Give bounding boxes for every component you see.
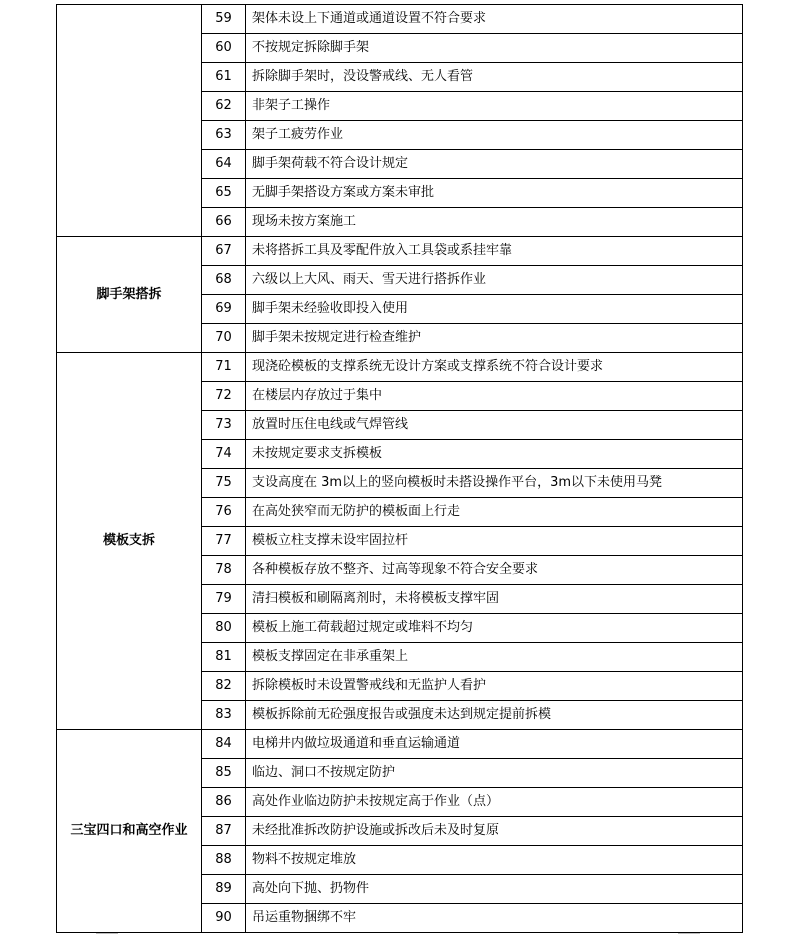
item-number: 90 (202, 904, 246, 933)
item-number: 75 (202, 469, 246, 498)
item-description: 不按规定拆除脚手架 (246, 34, 743, 63)
item-number: 86 (202, 788, 246, 817)
item-number: 84 (202, 730, 246, 759)
item-description: 无脚手架搭设方案或方案未审批 (246, 179, 743, 208)
item-number: 78 (202, 556, 246, 585)
item-description: 各种模板存放不整齐、过高等现象不符合安全要求 (246, 556, 743, 585)
item-number: 71 (202, 353, 246, 382)
item-description: 在楼层内存放过于集中 (246, 382, 743, 411)
item-description: 非架子工操作 (246, 92, 743, 121)
item-description: 现浇砼模板的支撑系统无设计方案或支撑系统不符合设计要求 (246, 353, 743, 382)
item-description: 吊运重物捆绑不牢 (246, 904, 743, 933)
item-number: 67 (202, 237, 246, 266)
table-row (57, 353, 743, 382)
table-row (57, 5, 743, 34)
item-description: 未将搭拆工具及零配件放入工具袋或系挂牢靠 (246, 237, 743, 266)
category-cell (57, 5, 202, 237)
hazard-table (56, 4, 743, 933)
item-number: 60 (202, 34, 246, 63)
item-number: 89 (202, 875, 246, 904)
item-number: 63 (202, 121, 246, 150)
item-number: 80 (202, 614, 246, 643)
table-row (57, 237, 743, 266)
category-cell: 三宝四口和高空作业 (57, 730, 202, 933)
item-number: 87 (202, 817, 246, 846)
item-number: 68 (202, 266, 246, 295)
table-body (57, 5, 743, 933)
item-description: 脚手架荷载不符合设计规定 (246, 150, 743, 179)
item-number: 59 (202, 5, 246, 34)
table-row (57, 730, 743, 759)
item-number: 81 (202, 643, 246, 672)
item-description: 脚手架未按规定进行检查维护 (246, 324, 743, 353)
item-description: 模板立柱支撑未设牢固拉杆 (246, 527, 743, 556)
item-description: 未按规定要求支拆模板 (246, 440, 743, 469)
item-description: 临边、洞口不按规定防护 (246, 759, 743, 788)
item-number: 77 (202, 527, 246, 556)
item-number: 79 (202, 585, 246, 614)
item-number: 61 (202, 63, 246, 92)
item-description: 架子工疲劳作业 (246, 121, 743, 150)
item-description: 支设高度在 3m以上的竖向模板时未搭设操作平台，3m以下未使用马凳 (246, 469, 743, 498)
item-description: 模板上施工荷载超过规定或堆料不均匀 (246, 614, 743, 643)
item-description: 电梯井内做垃圾通道和垂直运输通道 (246, 730, 743, 759)
item-number: 82 (202, 672, 246, 701)
item-description: 架体未设上下通道或通道设置不符合要求 (246, 5, 743, 34)
item-number: 74 (202, 440, 246, 469)
item-number: 85 (202, 759, 246, 788)
item-number: 66 (202, 208, 246, 237)
page-corner-mark-left (96, 933, 118, 934)
item-number: 88 (202, 846, 246, 875)
item-description: 六级以上大风、雨天、雪天进行搭拆作业 (246, 266, 743, 295)
item-description: 放置时压住电线或气焊管线 (246, 411, 743, 440)
item-description: 清扫模板和刷隔离剂时，未将模板支撑牢固 (246, 585, 743, 614)
item-description: 高处作业临边防护未按规定高于作业（点） (246, 788, 743, 817)
item-number: 70 (202, 324, 246, 353)
item-description: 高处向下抛、扔物件 (246, 875, 743, 904)
item-description: 脚手架未经验收即投入使用 (246, 295, 743, 324)
category-cell: 模板支拆 (57, 353, 202, 730)
item-number: 62 (202, 92, 246, 121)
item-description: 模板拆除前无砼强度报告或强度未达到规定提前拆模 (246, 701, 743, 730)
item-number: 72 (202, 382, 246, 411)
item-number: 73 (202, 411, 246, 440)
item-number: 65 (202, 179, 246, 208)
page-corner-mark-right (678, 933, 700, 934)
item-number: 76 (202, 498, 246, 527)
item-number: 69 (202, 295, 246, 324)
item-description: 未经批准拆改防护设施或拆改后未及时复原 (246, 817, 743, 846)
item-number: 64 (202, 150, 246, 179)
item-description: 在高处狭窄而无防护的模板面上行走 (246, 498, 743, 527)
item-description: 模板支撑固定在非承重架上 (246, 643, 743, 672)
item-number: 83 (202, 701, 246, 730)
item-description: 拆除脚手架时，没设警戒线、无人看管 (246, 63, 743, 92)
item-description: 现场未按方案施工 (246, 208, 743, 237)
item-description: 拆除模板时未设置警戒线和无监护人看护 (246, 672, 743, 701)
category-cell: 脚手架搭拆 (57, 237, 202, 353)
item-description: 物料不按规定堆放 (246, 846, 743, 875)
